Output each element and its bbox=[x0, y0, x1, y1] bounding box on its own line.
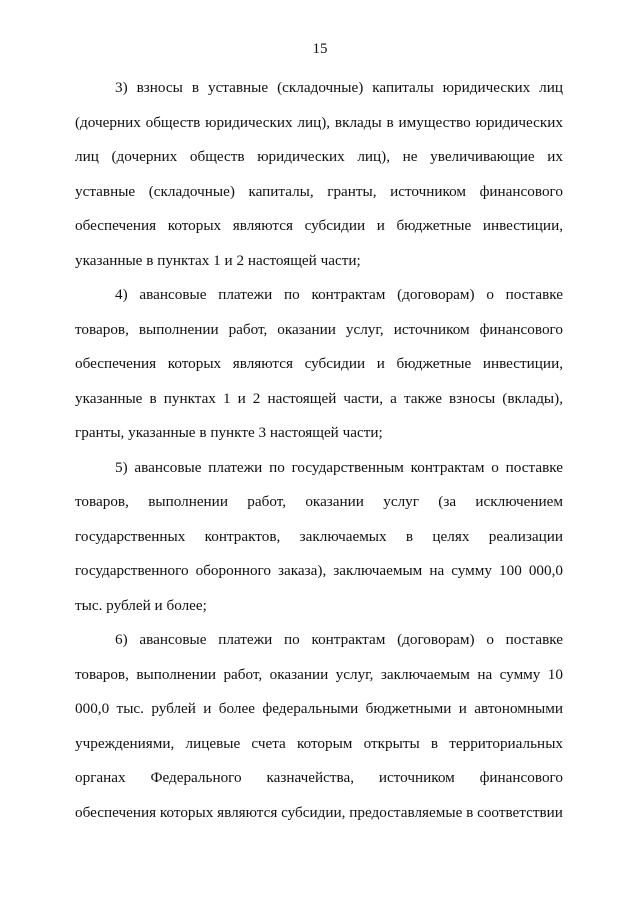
paragraph-item-3: 3) взносы в уставные (складочные) капиталы юридических лиц (дочерних обществ юридических лиц), вклады в имущество юридических лиц (дочерних обществ юридических лиц), не увеличивающие их уставные (складочные) капиталы, гранты, источником финансового обеспечения которых являются субсидии и бюджетные инвестиции, указанные в пунктах 1 и 2 настоящей части; bbox=[75, 79, 563, 269]
paragraph-item-5: 5) авансовые платежи по государственным контрактам о поставке товаров, выполнении работ, оказании услуг (за исключением государственных контрактов, заключаемых в целях реализации государственного оборонного заказа), заключаемым на сумму 100 000,0 тыс. рублей и более; bbox=[75, 458, 563, 614]
page-number: 15 bbox=[312, 41, 328, 57]
paragraph-item-6: 6) авансовые платежи по контрактам (договорам) о поставке товаров, выполнении работ, оказании услуг, заключаемым на сумму 10 000,0 тыс. рублей и более федеральными бюджетными и автономными учреждениями, лицевые счета которым открыты в территориальных органах Федерального казначейства, источником финансового обеспечения которых являются субсидии, предоставляемые в соответствии bbox=[75, 631, 563, 821]
document-body bbox=[75, 71, 563, 830]
paragraph-item-4: 4) авансовые платежи по контрактам (договорам) о поставке товаров, выполнении работ, оказании услуг, источником финансового обеспечения которых являются субсидии и бюджетные инвестиции, указанные в пунктах 1 и 2 настоящей части, а также взносы (вклады), гранты, указанные в пункте 3 настоящей части; bbox=[75, 286, 563, 441]
